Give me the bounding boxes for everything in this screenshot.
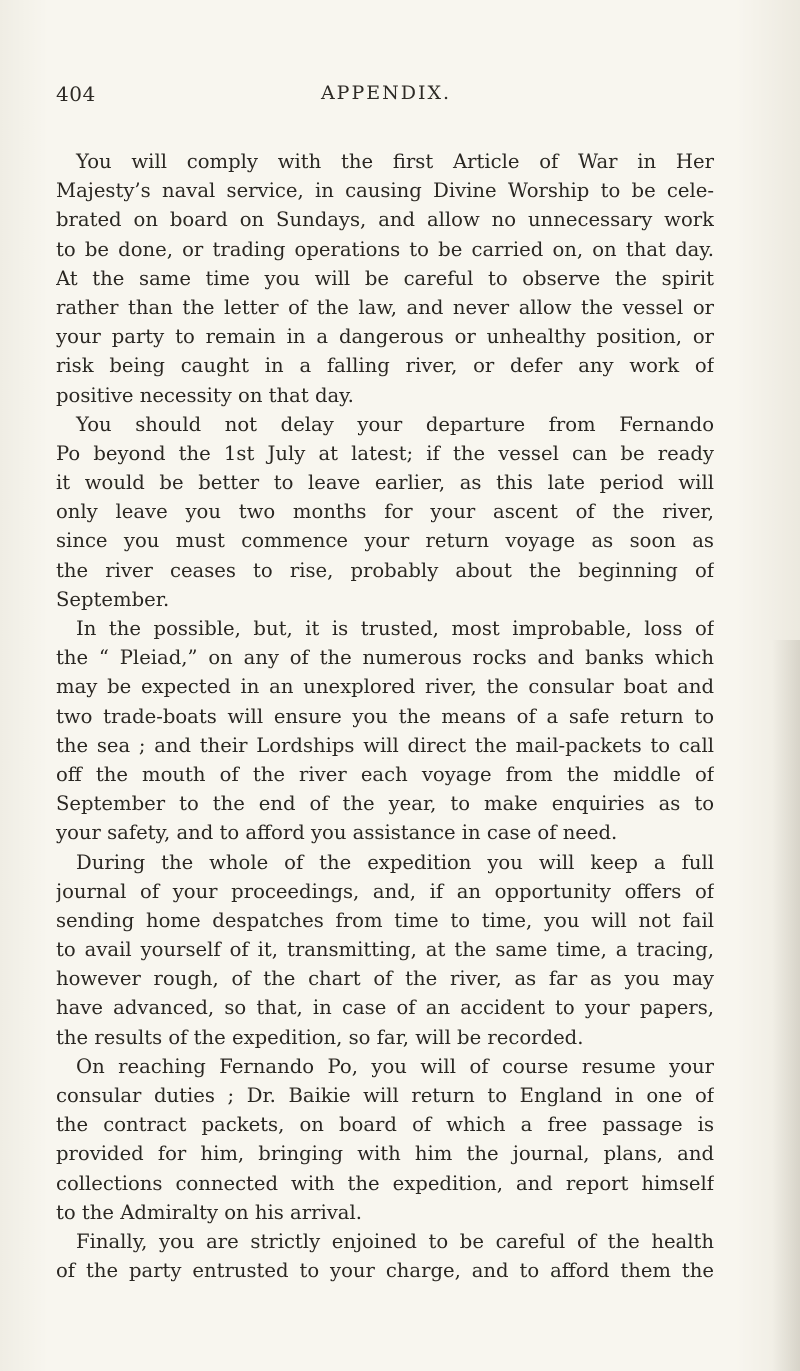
page-edge-shadow [772,640,800,1371]
text-line: to the Admiralty on his arrival. [56,1200,362,1224]
text-line: consular duties ; Dr. Baikie will return to England in one of [56,1084,714,1107]
text-line: At the same time you will be careful to observe the spirit [56,266,714,290]
text-line: your party to remain in a dangerous or unhealthy position, or [56,325,714,349]
text-line: two trade-boats will ensure you the means of a safe return to [56,704,714,728]
text-line: Po beyond the 1st July at latest; if the vessel can be ready [56,441,714,465]
text-line: risk being caught in a falling river, or defer any work of [56,354,714,378]
text-line: the “ Pleiad,” on any of the numerous rocks and banks which [56,646,714,670]
text-line: have advanced, so that, in case of an accident to your papers, [56,996,714,1020]
text-line: On reaching Fernando Po, you will of course resume your [76,1054,714,1078]
page-header [56,82,716,112]
body-text [56,147,714,1285]
text-line: only leave you two months for your ascent of the river, [56,500,714,524]
text-line: it would be better to leave earlier, as this late period will [56,471,714,495]
text-line: the river ceases to rise, probably about the beginning of [56,558,714,582]
text-line: Finally, you are strictly enjoined to be careful of the health [76,1229,714,1253]
text-line: You will comply with the first Article of War in Her [76,150,714,173]
page-number: 404 [56,82,96,106]
text-line: of the party entrusted to your charge, and to afford them the [56,1259,714,1283]
text-line: provided for him, bringing with him the journal, plans, and [56,1142,714,1166]
text-line: off the mouth of the river each voyage from the middle of [56,762,714,786]
text-line: journal of your proceedings, and, if an opportunity offers of [56,879,714,903]
text-line: brated on board on Sundays, and allow no unnecessary work [56,208,714,232]
text-line: however rough, of the chart of the river, as far as you may [56,967,714,991]
text-line: You should not delay your departure from Fernando [76,412,714,436]
text-line: September. [56,587,170,611]
text-line: may be expected in an unexplored river, the consular boat and [56,675,714,699]
text-line: since you must commence your return voyage as soon as [56,529,714,553]
text-line: In the possible, but, it is trusted, most improbable, loss of [76,617,714,640]
text-line: Majesty’s naval service, in causing Divine Worship to be cele- [56,179,714,203]
running-head: APPENDIX. [320,82,452,104]
text-line: September to the end of the year, to make enquiries as to [56,792,714,816]
text-line: to avail yourself of it, transmitting, at the same time, a tracing, [56,938,714,962]
text-line: During the whole of the expedition you will keep a full [76,850,714,874]
text-line: your safety, and to afford you assistance in case of need. [56,821,618,845]
text-line: positive necessity on that day. [56,383,354,407]
text-line: to be done, or trading operations to be carried on, on that day. [56,237,714,261]
text-line: rather than the letter of the law, and never allow the vessel or [56,295,714,319]
text-line: sending home despatches from time to time, you will not fail [56,908,714,932]
text-line: the sea ; and their Lordships will direct the mail-packets to call [56,733,714,757]
text-line: the results of the expedition, so far, will be recorded. [56,1025,584,1049]
text-line: collections connected with the expedition, and report himself [56,1171,714,1195]
text-line: the contract packets, on board of which a free passage is [56,1113,714,1137]
